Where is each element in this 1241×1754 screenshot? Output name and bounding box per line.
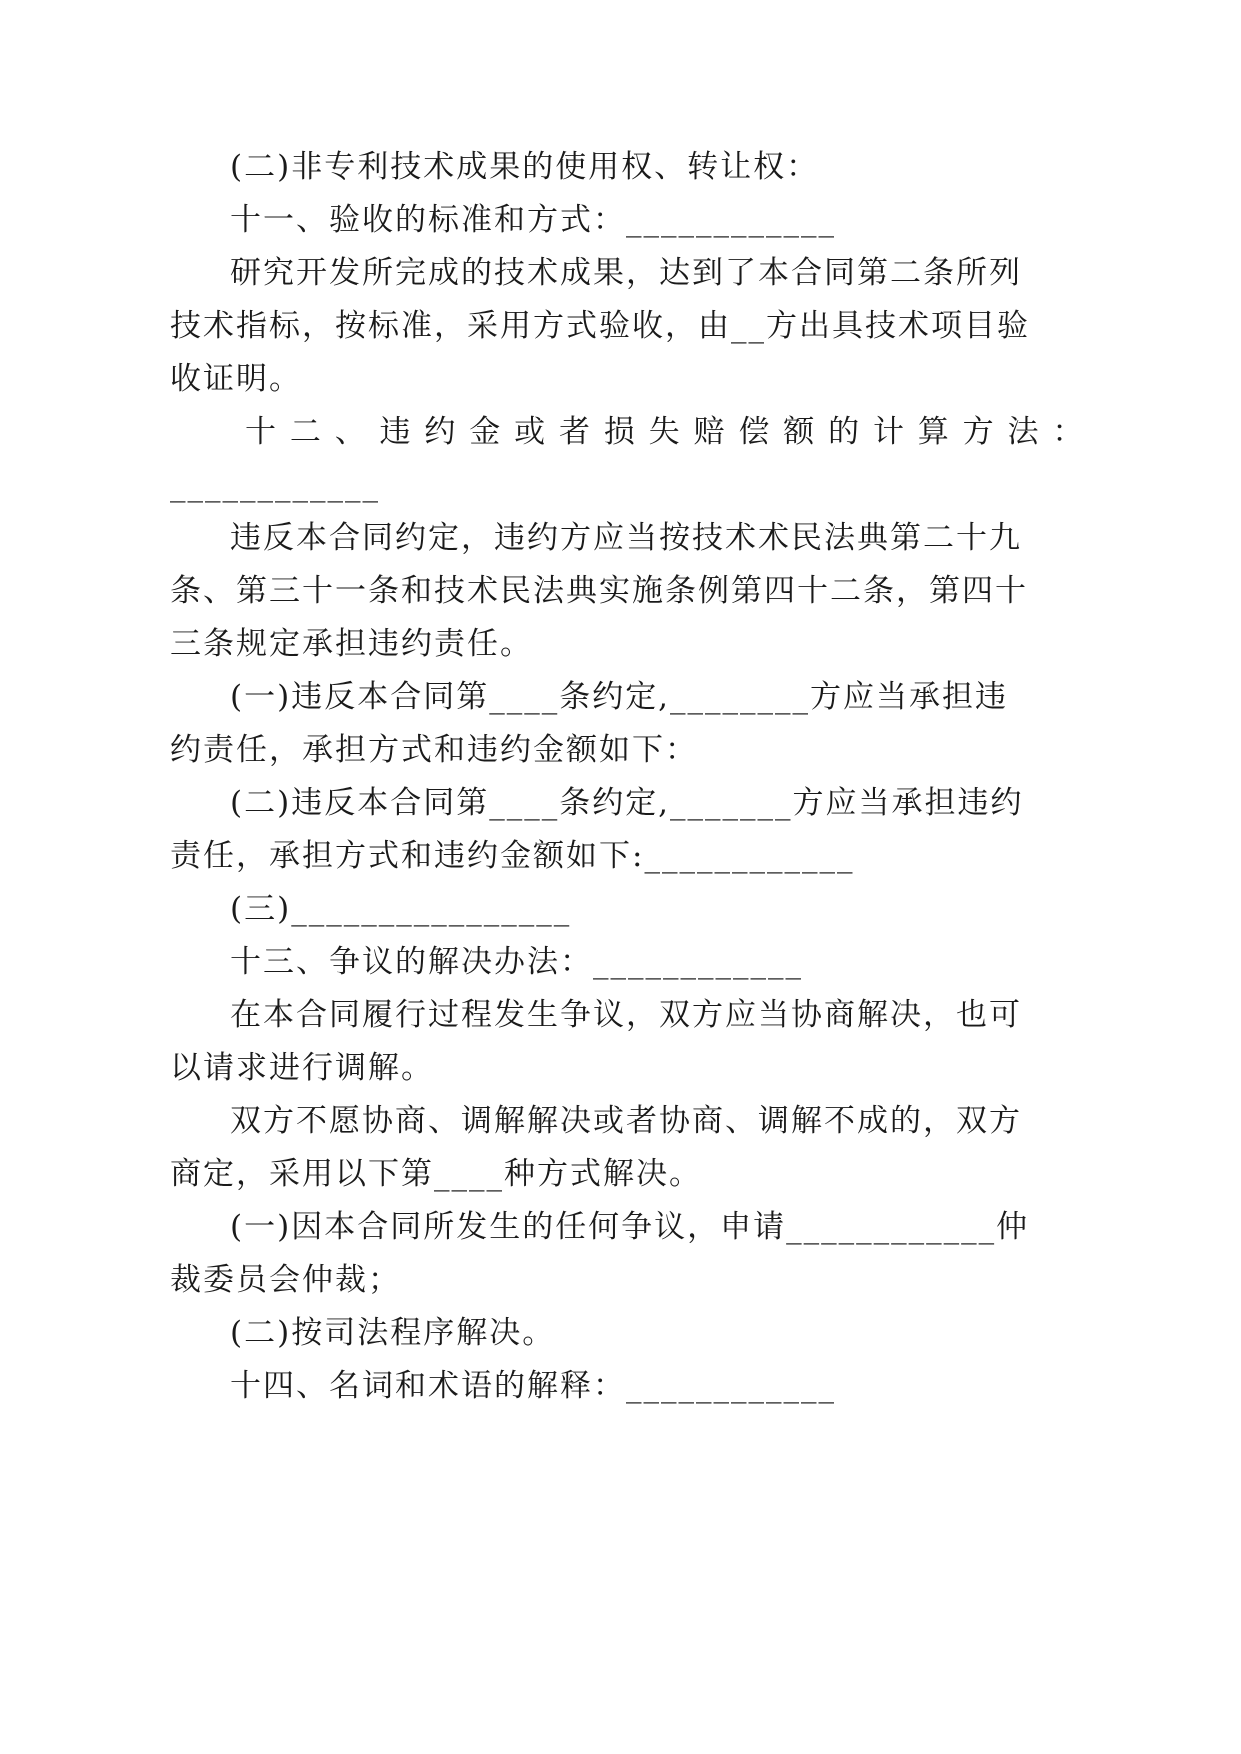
paragraph-line: 收证明。 [170, 361, 302, 397]
paragraph-line: (二)按司法程序解决。 [230, 1315, 556, 1351]
paragraph-line: 双方不愿协商、调解解决或者协商、调解不成的，双方 [230, 1103, 1022, 1139]
paragraph-line: (一)因本合同所发生的任何争议，申请____________仲 [230, 1209, 1030, 1245]
paragraph-line: (三)________________ [230, 891, 572, 927]
paragraph-line: (二)违反本合同第____条约定,_______方应当承担违约 [230, 785, 1024, 821]
paragraph-line: (二)非专利技术成果的使用权、转让权： [230, 149, 820, 185]
paragraph-line: 技术指标，按标准，采用方式验收，由__方出具技术项目验 [170, 308, 1030, 344]
paragraph-line: 违反本合同约定，违约方应当按技术术民法典第二十九 [230, 520, 1022, 556]
section-heading: 十 二 、 违 约 金 或 者 损 失 赔 偿 额 的 计 算 方 法 ： [245, 414, 1086, 450]
paragraph-line: 研究开发所完成的技术成果，达到了本合同第二条所列 [230, 255, 1022, 291]
section-heading: 十四、名词和术语的解释：____________ [230, 1368, 836, 1404]
section-heading: 十一、验收的标准和方式：____________ [230, 202, 836, 238]
paragraph-line: 商定，采用以下第____种方式解决。 [170, 1156, 702, 1192]
paragraph-line: 条、第三十一条和技术民法典实施条例第四十二条，第四十 [170, 573, 1028, 609]
paragraph-line: 责任，承担方式和违约金额如下:____________ [170, 838, 855, 874]
blank-line: ____________ [170, 467, 380, 503]
paragraph-line: 约责任，承担方式和违约金额如下： [170, 732, 698, 768]
paragraph-line: 三条规定承担违约责任。 [170, 626, 533, 662]
paragraph-line: 以请求进行调解。 [170, 1050, 434, 1086]
paragraph-line: 在本合同履行过程发生争议，双方应当协商解决，也可 [230, 997, 1022, 1033]
section-heading: 十三、争议的解决办法：____________ [230, 944, 803, 980]
paragraph-line: 裁委员会仲裁； [170, 1262, 401, 1298]
paragraph-line: (一)违反本合同第____条约定,________方应当承担违 [230, 679, 1009, 715]
